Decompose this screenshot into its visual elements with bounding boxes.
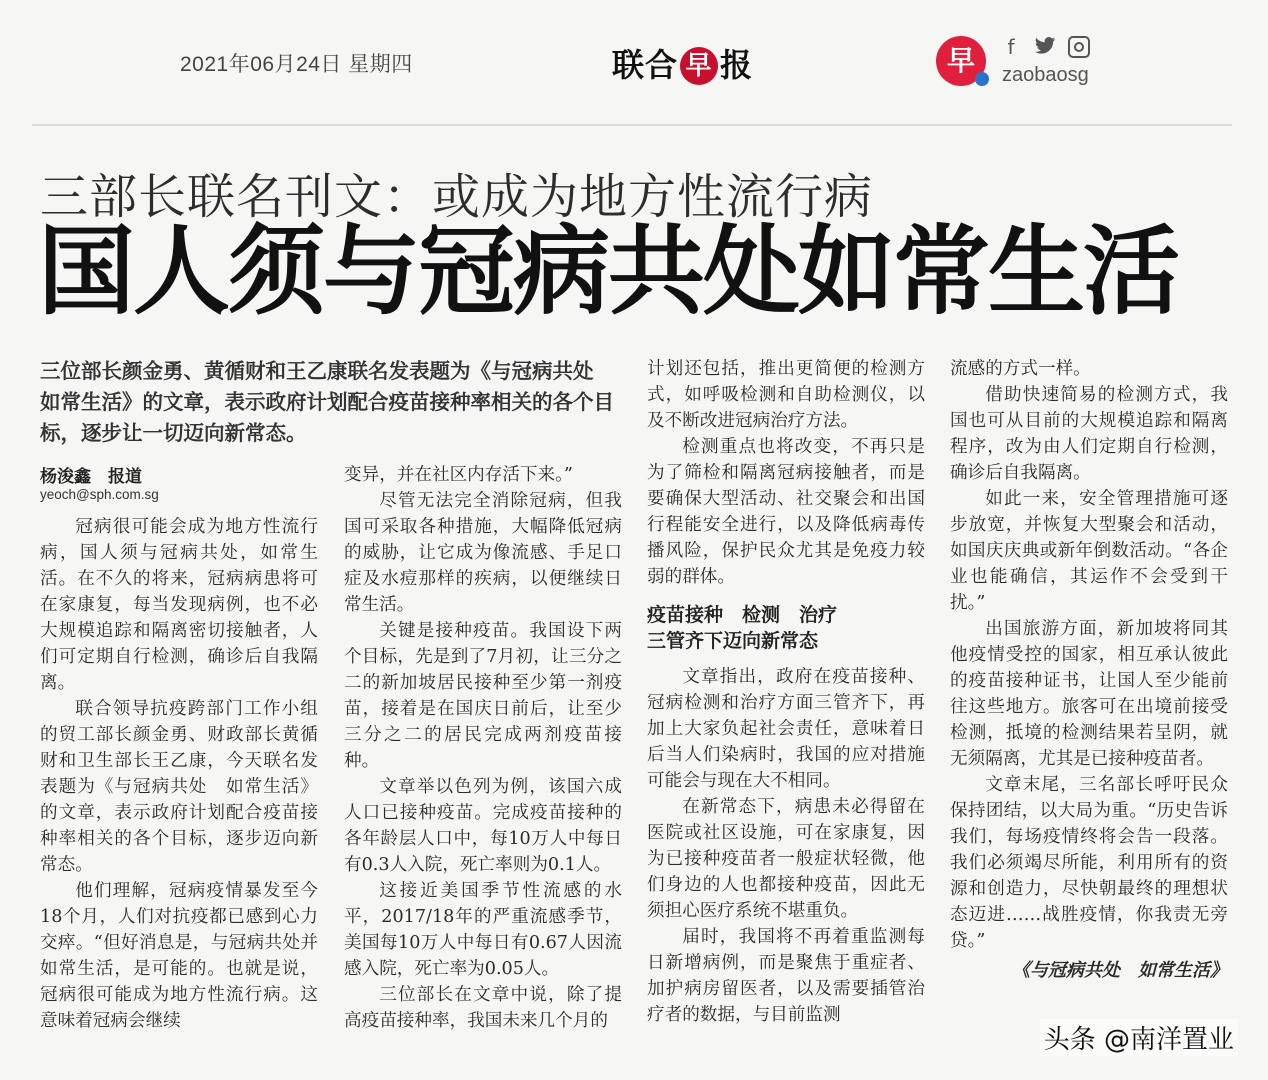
newspaper-logo	[612, 40, 753, 86]
instagram-icon[interactable]	[1068, 36, 1090, 58]
masthead-divider	[32, 124, 1232, 126]
article-column-4	[950, 356, 1228, 984]
headline-kicker: 三部长联名刊文：或成为地方性流行病	[40, 169, 874, 225]
author-email[interactable]: yeoch@sph.com.sg	[40, 487, 159, 502]
social-handle: zaobaosg	[1002, 64, 1089, 86]
paragraph: 届时，我国将不再着重监测每日新增病例，而是聚焦于重症者、加护病房留医者，以及需要插管治疗者的数据，与目前监测	[647, 927, 925, 1025]
paragraph: 冠病很可能会成为地方性流行病，国人须与冠病共处，如常生活。在不久的将来，冠病病患将可在家康复，每当发现病例，也不必大规模追踪和隔离密切接触者，人们可定期自行检测，确诊后自我隔离。	[40, 517, 318, 693]
subhead-line: 疫苗接种 检测 治疗	[647, 604, 838, 626]
social-links	[1000, 36, 1090, 58]
paragraph: 文章举以色列为例，该国六成人口已接种疫苗。完成疫苗接种的各年龄层人口中，每10万人中每日有0.3人入院，死亡率则为0.1人。	[344, 777, 622, 875]
facebook-icon[interactable]: f	[1007, 35, 1015, 59]
article-column-3	[647, 356, 925, 1028]
logo-text-right: 报	[720, 46, 754, 84]
paragraph: 在新常态下，病患未必得留在医院或社区设施，可在家康复，因为已接种疫苗者一般症状轻微，他们身边的人也都接种疫苗，因此无须担心医疗系统不堪重负。	[647, 797, 925, 921]
brand-badge-icon: 早	[936, 36, 986, 86]
paragraph: 变异，并在社区内存活下来。”	[344, 465, 573, 485]
paragraph: 文章末尾，三名部长呼吁民众保持团结，以大局为重。“历史告诉我们，每场疫情终将会告一段落。我们必须竭尽所能，利用所有的资源和创造力，尽快朝最终的理想状态迈进……战胜疫情，你我责无旁贷。”	[950, 775, 1228, 951]
logo-emblem: 早	[680, 47, 718, 85]
article-lead: 三位部长颜金勇、黄循财和王乙康联名发表题为《与冠病共处 如常生活》的文章，表示政府计划配合疫苗接种率相关的各个目标，逐步让一切迈向新常态。	[40, 359, 614, 445]
paragraph: 检测重点也将改变，不再只是为了筛检和隔离冠病接触者，而是要确保大型活动、社交聚会和出国行程能安全进行，以及降低病毒传播风险，保护民众尤其是免疫力较弱的群体。	[647, 437, 925, 587]
paragraph: 借助快速简易的检测方式，我国也可从目前的大规模追踪和隔离程序，改为由人们定期自行检测，确诊后自我隔离。	[950, 385, 1228, 483]
paragraph: 出国旅游方面，新加坡将同其他疫情受控的国家，相互承认彼此的疫苗接种证书，让国人至少能前往这些地方。旅客可在出境前接受检测，抵境的检测结果若呈阴，就无须隔离，尤其是已接种疫苗者。	[950, 619, 1228, 769]
paragraph: 文章指出，政府在疫苗接种、冠病检测和治疗方面三管齐下，再加上大家负起社会责任，意味着日后当人们染病时，我国的应对措施可能会与现在大不相同。	[647, 667, 925, 791]
watermark: 头条 @南洋置业	[1040, 1019, 1238, 1056]
article-column-1	[40, 514, 318, 1034]
paragraph: 计划还包括，推出更简便的检测方式，如呼吸检测和自助检测仪，以及不断改进冠病治疗方法。	[647, 359, 925, 431]
paragraph: 联合领导抗疫跨部门工作小组的贸工部长颜金勇、财政部长黄循财和卫生部长王乙康，今天联名发表题为《与冠病共处 如常生活》的文章，表示政府计划配合疫苗接种率相关的各个目标，逐步迈向新常态。	[40, 699, 318, 875]
paragraph: 流感的方式一样。	[950, 359, 1091, 379]
twitter-icon[interactable]	[1034, 36, 1056, 58]
headline-main: 国人须与冠病共处如常生活	[38, 215, 1178, 328]
paragraph: 这接近美国季节性流感的水平，2017/18年的严重流感季节，美国每10万人中每日有0.67人因流感入院，死亡率为0.05人。	[344, 881, 622, 979]
paragraph: 如此一来，安全管理措施可逐步放宽，并恢复大型聚会和活动，如国庆庆典或新年倒数活动。“各企业也能确信，其运作不会受到干扰。”	[950, 489, 1228, 613]
paragraph: 他们理解，冠病疫情暴发至今18个月，人们对抗疫都已感到心力交瘁。“但好消息是，与冠病共处并如常生活，是可能的。也就是说，冠病很可能成为地方性流行病。这意味着冠病会继续	[40, 881, 318, 1031]
logo-text-left: 联合	[612, 46, 679, 84]
paragraph: 关键是接种疫苗。我国设下两个目标，先是到了7月初，让三分之二的新加坡居民接种至少第一剂疫苗，接着是在国庆日前后，让至少三分之二的居民完成两剂疫苗接种。	[344, 621, 622, 771]
paragraph: 尽管无法完全消除冠病，但我国可采取各种措施，大幅降低冠病的威胁，让它成为像流感、手足口症及水痘那样的疾病，以便继续日常生活。	[344, 491, 622, 615]
section-subhead	[647, 602, 925, 654]
issue-date: 2021年06月24日 星期四	[180, 53, 413, 76]
masthead	[0, 0, 1268, 125]
article-source-note: 《与冠病共处 如常生活》	[1012, 960, 1228, 981]
article-column-2	[344, 462, 622, 1034]
paragraph: 三位部长在文章中说，除了提高疫苗接种率，我国未来几个月的	[344, 985, 622, 1031]
byline: 杨浚鑫 报道	[40, 467, 142, 487]
subhead-line: 三管齐下迈向新常态	[647, 630, 819, 652]
